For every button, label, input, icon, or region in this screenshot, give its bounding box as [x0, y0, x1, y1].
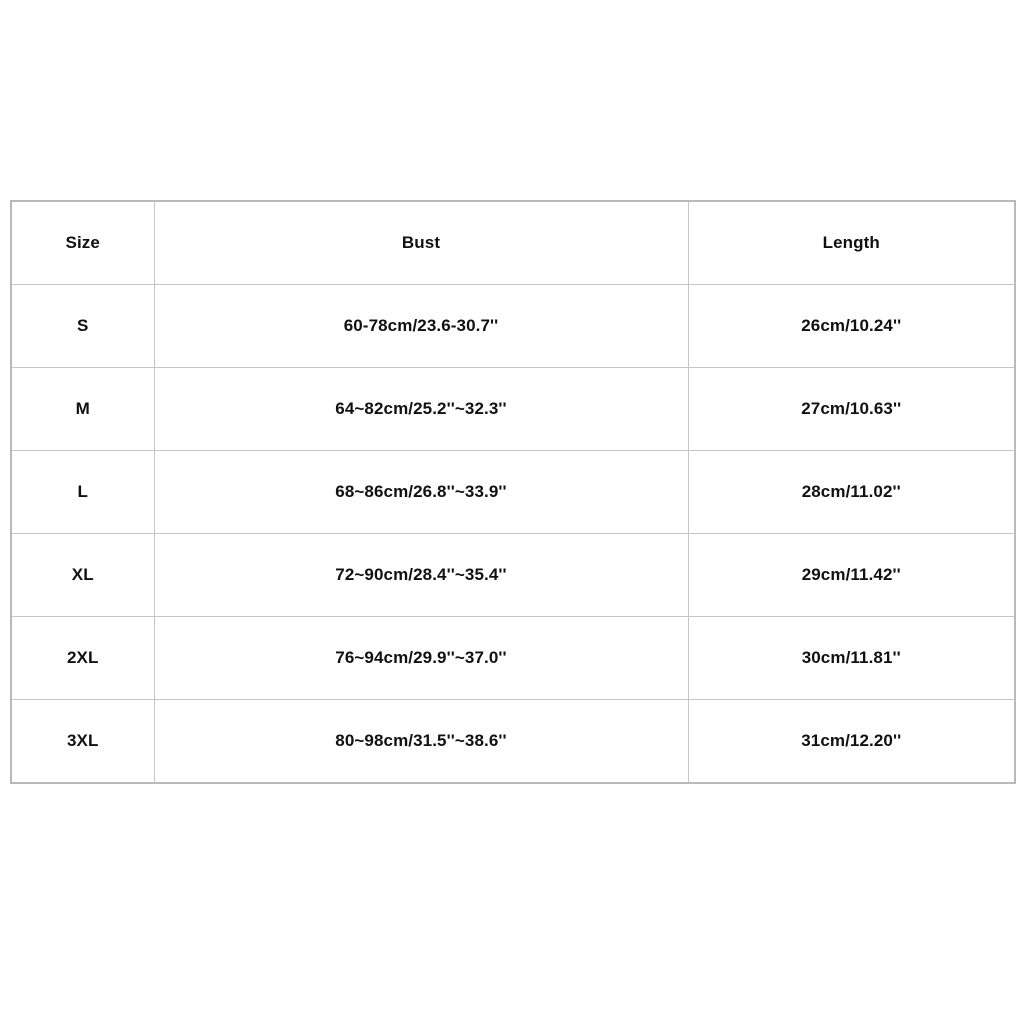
bust-cell: 68~86cm/26.8''~33.9'': [154, 451, 688, 534]
bust-cell: 64~82cm/25.2''~32.3'': [154, 368, 688, 451]
header-length: Length: [688, 201, 1015, 285]
table-row: [11, 700, 1015, 784]
header-bust: Bust: [154, 201, 688, 285]
bust-cell: 60-78cm/23.6-30.7'': [154, 285, 688, 368]
length-cell: 26cm/10.24'': [688, 285, 1015, 368]
size-cell: M: [11, 368, 154, 451]
bust-cell: 72~90cm/28.4''~35.4'': [154, 534, 688, 617]
size-cell: XL: [11, 534, 154, 617]
length-cell: 31cm/12.20'': [688, 700, 1015, 784]
table-row: [11, 534, 1015, 617]
length-cell: 30cm/11.81'': [688, 617, 1015, 700]
table-header-row: [11, 201, 1015, 285]
bust-cell: 76~94cm/29.9''~37.0'': [154, 617, 688, 700]
size-cell: 3XL: [11, 700, 154, 784]
size-cell: 2XL: [11, 617, 154, 700]
size-cell: L: [11, 451, 154, 534]
table-row: [11, 451, 1015, 534]
length-cell: 29cm/11.42'': [688, 534, 1015, 617]
table-row: [11, 368, 1015, 451]
size-chart-table: [10, 200, 1016, 784]
size-cell: S: [11, 285, 154, 368]
bust-cell: 80~98cm/31.5''~38.6'': [154, 700, 688, 784]
header-size: Size: [11, 201, 154, 285]
length-cell: 28cm/11.02'': [688, 451, 1015, 534]
table-row: [11, 617, 1015, 700]
length-cell: 27cm/10.63'': [688, 368, 1015, 451]
table-row: [11, 285, 1015, 368]
